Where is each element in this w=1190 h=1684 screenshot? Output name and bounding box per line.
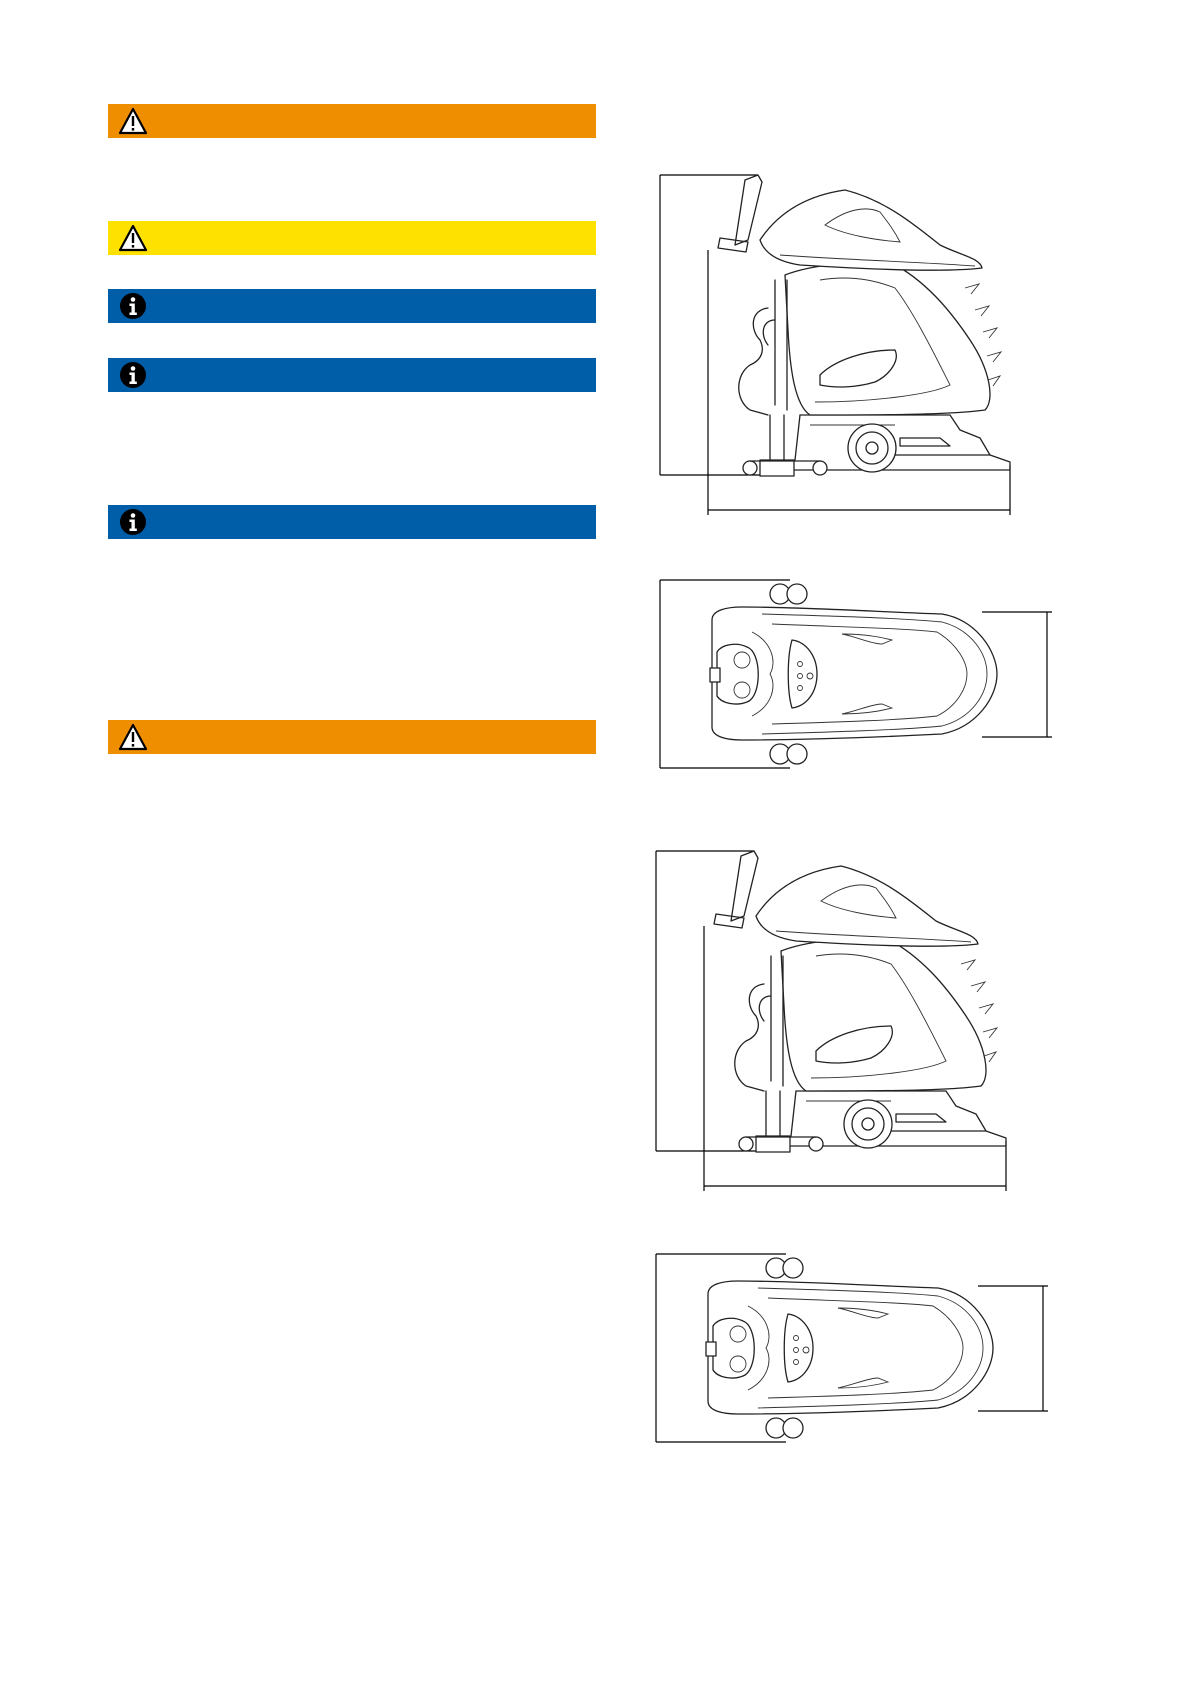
warning-banner [108,104,596,138]
scrubber-top-view-drawing [652,572,1072,772]
warning-triangle-icon [118,722,148,752]
scrubber-top-view-drawing [648,1246,1068,1446]
warning-triangle-icon [118,223,148,253]
warning-triangle-icon [118,106,148,136]
scrubber-side-view-drawing [646,846,1066,1216]
scrubber-side-view-drawing [650,170,1070,540]
info-banner [108,505,596,539]
info-banner [108,289,596,323]
info-circle-icon [118,291,148,321]
warning-banner [108,720,596,754]
info-circle-icon [118,507,148,537]
info-banner [108,358,596,392]
caution-banner [108,221,596,255]
info-circle-icon [118,360,148,390]
